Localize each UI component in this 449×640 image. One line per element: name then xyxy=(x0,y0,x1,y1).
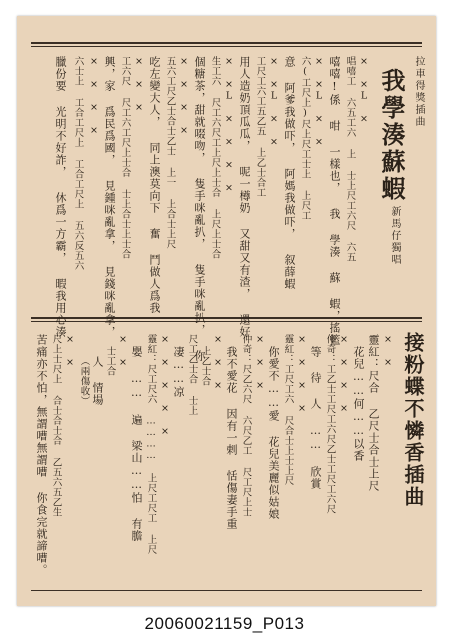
notation-line: 工六尺 尺工六工尺上士合 士上合士上士合 xyxy=(119,56,131,259)
lyric-line: 嘻嘻!係 咁 一樣也， 我 學湊 蘇 蝦，搖籃 xyxy=(328,56,341,346)
notation-line: 工尺工六工五乙五 上乙士合工 xyxy=(254,56,266,198)
lyric-line: 嬰 …… 遍 梁山……怕 有膽 xyxy=(130,346,143,542)
lyric-line: 花兒……何……以香 xyxy=(352,346,365,462)
lyric-line: 個糖茶，甜就啜吻， 隻手咪亂扒， 隻手咪亂扒， 你 xyxy=(193,56,206,362)
bottom-rule xyxy=(31,590,422,591)
notation-line: 生工六 尺工六尺工上尺上士合 上尺上士合 xyxy=(209,56,221,259)
notation-line: 靈紅：尺工尺六 ………… 上尺工尺工 上尺 xyxy=(145,334,157,555)
lyric-line: × ×L × × × × xyxy=(223,56,235,194)
notation-line: 五六工尺乙士合士乙士 上一 上合士上尺 xyxy=(164,56,176,249)
lyric-line: 意 阿爹我做吓， 阿媽我做吓， 叙薛蝦 xyxy=(283,56,296,290)
lyric-line: × ×L × xyxy=(358,56,370,125)
top-rule-thin xyxy=(31,46,422,47)
notation-line: 士工合 xyxy=(104,346,116,376)
lyric-line: 我不愛花 因有一剌 恬傷妻手重 xyxy=(225,346,238,530)
lyric-line: × × × xyxy=(254,334,266,392)
lyric-line: 興，家 爲民爲國， 見鍾咪亂拿， 見錢咪亂拿， xyxy=(103,56,116,338)
middle-rule-thin xyxy=(31,321,422,322)
notation-line: 六士上 工合工尺上 工合工尺上 五六反五六 xyxy=(72,56,84,271)
lyric-line: × × × × xyxy=(178,56,190,137)
singer-credit: 新馬仔獨唱 xyxy=(389,206,400,266)
notation-line: 仲奇：工乙士工尺工六尺乙士工尺工六尺 xyxy=(324,334,336,514)
song-sheet-page xyxy=(17,16,436,606)
stage-direction: （兩傷收） xyxy=(78,356,90,406)
lyric-line: × ×L × × xyxy=(268,56,280,148)
lyric-line: × × xyxy=(117,334,129,369)
lyric-line: 你愛不……愛 花兒美麗似姑娘 xyxy=(267,346,280,520)
lyric-line: × × xyxy=(64,334,76,369)
lyric-line: 凄……凉 xyxy=(172,346,185,398)
notation-line: 唱嘻工 六五工六 上 士上尺工六尺 六五 xyxy=(344,56,356,262)
top-rule xyxy=(31,42,422,44)
lyric-line: × × × × xyxy=(88,56,100,137)
lyric-line: 等 待 人 …… 欣賞 xyxy=(309,346,322,490)
notation-line: 仲奇：尺乙六尺 六尺乙工 尺工尺上士 xyxy=(240,334,252,517)
lyric-line: 用人造奶頂瓜瓜， 呢一樽奶 又甜又有渣， 還好 xyxy=(238,56,251,338)
notation-line: 靈紅：尺合 乙尺士合士上尺 xyxy=(367,334,380,492)
lyric-line: 臘份要 光明不好詐， 休爲一方霸， 暇我用心湊 xyxy=(54,56,67,338)
lyric-line: 吃左變大人， 同上澳莫向下 奮 鬥做人爲我 xyxy=(148,56,161,314)
song-title: 我學湊蘇蝦 xyxy=(377,68,406,203)
archive-id-caption: 20060021159_P013 xyxy=(144,614,305,633)
lyric-line: × × xyxy=(382,334,394,369)
lyric-line: 苦痛亦不怕，無謂嘈無謂嘈 你食完就諦嘈。 xyxy=(35,334,48,576)
notation-line: 尺工乙士合 士上 xyxy=(186,334,198,416)
middle-rule xyxy=(31,317,422,319)
song-label: 拉車得獎插曲 xyxy=(413,56,424,128)
lyric-line: × × × xyxy=(133,56,145,114)
notation-line: 六(工尺上)尺上尺工士上 上尺工 xyxy=(299,56,311,221)
lyric-line: × ×L × × xyxy=(313,56,325,148)
lyric-line: × × × × xyxy=(296,334,308,415)
notation-line: 靈紅：工尺工六 尺合士上士上尺 xyxy=(282,334,294,486)
notation-line: 上乙士合 xyxy=(199,346,211,386)
lyric-line: 人 情場 xyxy=(91,356,104,406)
notation-line: 尺上士尺上 合士合士合 乙五六五乙生 xyxy=(50,334,62,517)
lyric-line: × × × × × xyxy=(159,334,171,438)
lyric-line: × × × xyxy=(212,334,224,392)
interlude-title: 接粉蝶不憐香插曲 xyxy=(401,332,425,508)
lyric-line: × × × × xyxy=(338,334,350,415)
